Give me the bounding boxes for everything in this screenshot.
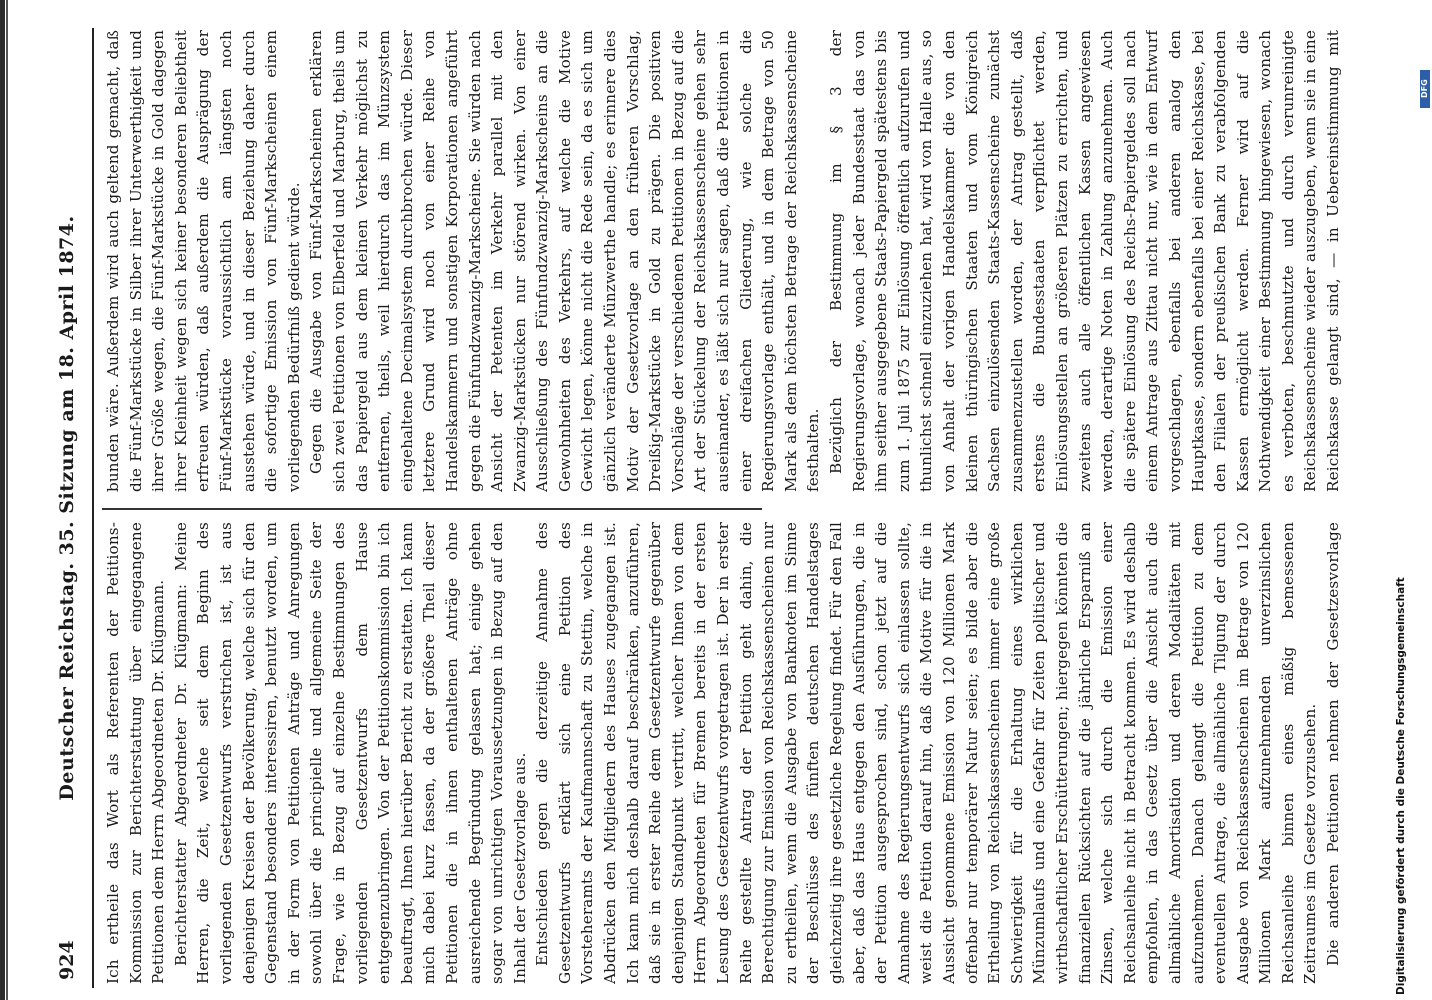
binding-edge — [0, 0, 5, 1000]
paragraph: Gegen die Ausgabe von Fünf-Markscheinen erklären sich zwei Petitionen von Elberfeld und Marburg, theils um das Papiergeld aus dem kleinen Verkehr möglichst zu entfernen, theils, weil hierdurch das im Münzsystem eingehaltene Decimalsystem durchbrochen würde. Dieser letztere Grund wird noch von einer Reihe von Handelskammern und sonstigen Korporationen angeführt gegen die Fünfundzwanzig-Markscheine. Sie würden nach Ansicht der Petenten im Verkehr parallel mit den Zwanzig-Markstücken nur störend wirken. Von einer Ausschließung des Fünfundzwanzig-Markscheins an die Gewohnheiten des Verkehrs, auf welche die Motive Gewicht legen, könne nicht die Rede sein, da es sich um gänzlich veränderte Münzwerthe handle; es erinnere dies Motiv der Gesetzvorlage an den früheren Vorschlag, Dreißig-Markstücke in Gold zu prägen. Die positiven Vorschläge der verschiedenen Petitionen in Bezug auf die Art der Stückelung der Reichskassenscheine gehen sehr auseinander, es läßt sich nur sagen, daß die Petitionen in einer dreifachen Gliederung, wie solche die Regierungsvorlage enthält, und in dem Betrage von 50 Mark als dem höchsten Betrage der Reichskassenscheine festhalten. — [307, 30, 823, 492]
paragraph: bunden wäre. Außerdem wird auch geltend gemacht, daß die Fünf-Markstücke in Silber ihrer Unterwerthigkeit und ihrer Größe wegen, die Fünf-Markstücke in Gold dagegen ihrer Kleinheit wegen sich keiner besonderen Beliebtheit erfreuen würden, daß außerdem die Ausprägung der Fünf-Markstücke voraussichtlich am längsten noch ausstehen würde, und in dieser Beziehung daher durch die sofortige Emission von Fünf-Markscheinen einem vorliegenden Bedürfniß gedient würde. — [104, 30, 303, 492]
paragraph: Die anderen Petitionen nehmen der Gesetzesvorlage — [1324, 522, 1342, 966]
paragraph: Berichterstatter Abgeordneter Dr. Klügmann: Meine Herren, die Zeit, welche seit dem Beginn des vorliegenden Gesetzentwurfs verstrichen ist, ist aus denjenigen Kreisen der Bevölkerung, welche sich für den Gegenstand besonders interessiren, benutzt worden, um in der Form von Petitionen Anträge und Anregungen sowohl über die principielle und allgemeine Seite der Frage, wie in Bezug auf einzelne Bestimmungen des vorliegenden Gesetzentwurfs dem Hause entgegenzubringen. Von der Petitionskommission bin ich beauftragt, Ihnen hierüber Bericht zu erstatten. Ich kann mich dabei kurz fassen, da der größere Theil dieser Petitionen die in ihnen enthaltenen Anträge ohne ausreichende Begründung gelassen hat; einige gehen sogar von unrichtigen Voraussetzungen in Bezug auf den Inhalt der Gesetzvorlage aus. — [171, 522, 529, 984]
paragraph: Bezüglich der Bestimmung im § 3 der Regierungsvorlage, wonach jeder Bundesstaat das von ihm seither ausgegebene Staats-Papiergeld spätestens bis zum 1. Juli 1875 zur Einlösung öffentlich aufzurufen und thunlichst schnell einzuziehen hat, wird von Halle aus, so von Anhalt der vorigen Handelskammer die von den kleinen thüringischen Staaten und vom Königreich Sachsen einzulösenden Staats-Kassenscheine zunächst zusammenzustellen worden, der Antrag gestellt, daß erstens die Bundesstaaten verpflichtet werden, Einlösungsstellen an größeren Plätzen zu errichten, und zweitens auch alle öffentlichen Kassen angewiesen werden, derartige Noten in Zahlung anzunehmen. Auch die spätere Einlösung des Reichs-Papiergeldes soll nach einem Antrage aus Zittau nicht nur, wie in dem Entwurf vorgeschlagen, ebenfalls bei anderen analog den Hauptkasse, sondern ebenfalls bei einer Reichskasse, bei den Filialen der preußischen Bank zu verabfolgenden Kassen ermöglicht werden. Ferner wird auf die Nothwendigkeit einer Bestimmung hingewiesen, wonach es verboten, beschmutzte und durch verunreinigte Reichskassenscheine wieder auszugeben, wenn sie in eine Reichskasse gelangt sind, — in Uebereinstimmung mit — [827, 30, 1342, 492]
scanned-page — [50, 28, 1410, 988]
dfg-logo: DFG — [1420, 70, 1430, 108]
page-number: 924 — [56, 940, 78, 980]
left-column — [102, 522, 1342, 984]
running-title: Deutscher Reichstag. 35. Sitzung am 18. April 1874. — [56, 215, 78, 801]
digitization-note: Digitalisierung gefördert durch die Deutsche Forschungsgemeinschaft — [1395, 577, 1407, 995]
binding-shadow — [6, 0, 8, 1000]
column-divider — [102, 508, 762, 510]
paragraph: Entschieden gegen die derzeitige Annahme des Gesetzentwurfs erklärt sich eine Petition des Vorsteheramts der Kaufmannschaft zu Stettin, welche in Abdrücken den Mitgliedern des Hauses zugegangen ist. Ich kann mich deshalb darauf beschränken, anzuführen, daß sie in erster Reihe dem Gesetzentwurfe gegenüber denjenigen Standpunkt vertritt, welcher Ihnen von dem Herrn Abgeordneten für Bremen bereits in der ersten Lesung des Gesetzentwurfs vorgetragen ist. Der in erster Reihe gestellte Antrag der Petition geht dahin, die Berechtigung zur Emission von Reichskassenscheinen nur zu ertheilen, wenn die Ausgabe von Banknoten im Sinne der Beschlüsse des fünften deutschen Handelstages gleichzeitig ihre gesetzliche Regelung findet. Für den Fall aber, daß das Haus entgegen den Ausführungen, die in der Petition ausgesprochen sind, schon jetzt auf die Annahme des Regierungsentwurfs sich einlassen sollte, weist die Petition darauf hin, daß die Motive für die in Aussicht genommene Emission von 120 Millionen Mark offenbar nur temporärer Natur seien; es bilde aber die Ertheilung von Reichskassenscheinen immer eine große Schwierigkeit für die Erhaltung eines wirklichen Münzumlaufs und eine Gefahr für Zeiten politischer und wirthschaftlicher Erschütterungen; hiergegen könnten die finanziellen Rücksichten auf die jährliche Ersparniß an Zinsen, welche sich durch die Emission einer Reichsanleihe nicht in Betracht kommen. Es wird deshalb empfohlen, in das Gesetz über die Ansicht auch die allmähliche Amortisation und deren Modalitäten mit aufzunehmen. Danach gelangt die Petition zu dem eventuellen Antrage, die allmähliche Tilgung der durch Ausgabe von Reichskassenscheinen im Betrage von 120 Millionen Mark aufzunehmenden unverzinslichen Reichsanleihe binnen eines mäßig bemessenen Zeitraumes im Gesetze vorzusehen. — [533, 522, 1320, 984]
page-header — [50, 28, 86, 988]
header-rule — [92, 28, 94, 988]
right-column — [102, 30, 1342, 492]
paragraph: Ich ertheile das Wort als Referenten der Petitions-Kommission zur Berichterstattung über eingegangene Petitionen dem Herrn Abgeordneten Dr. Klügmann. — [104, 522, 168, 984]
